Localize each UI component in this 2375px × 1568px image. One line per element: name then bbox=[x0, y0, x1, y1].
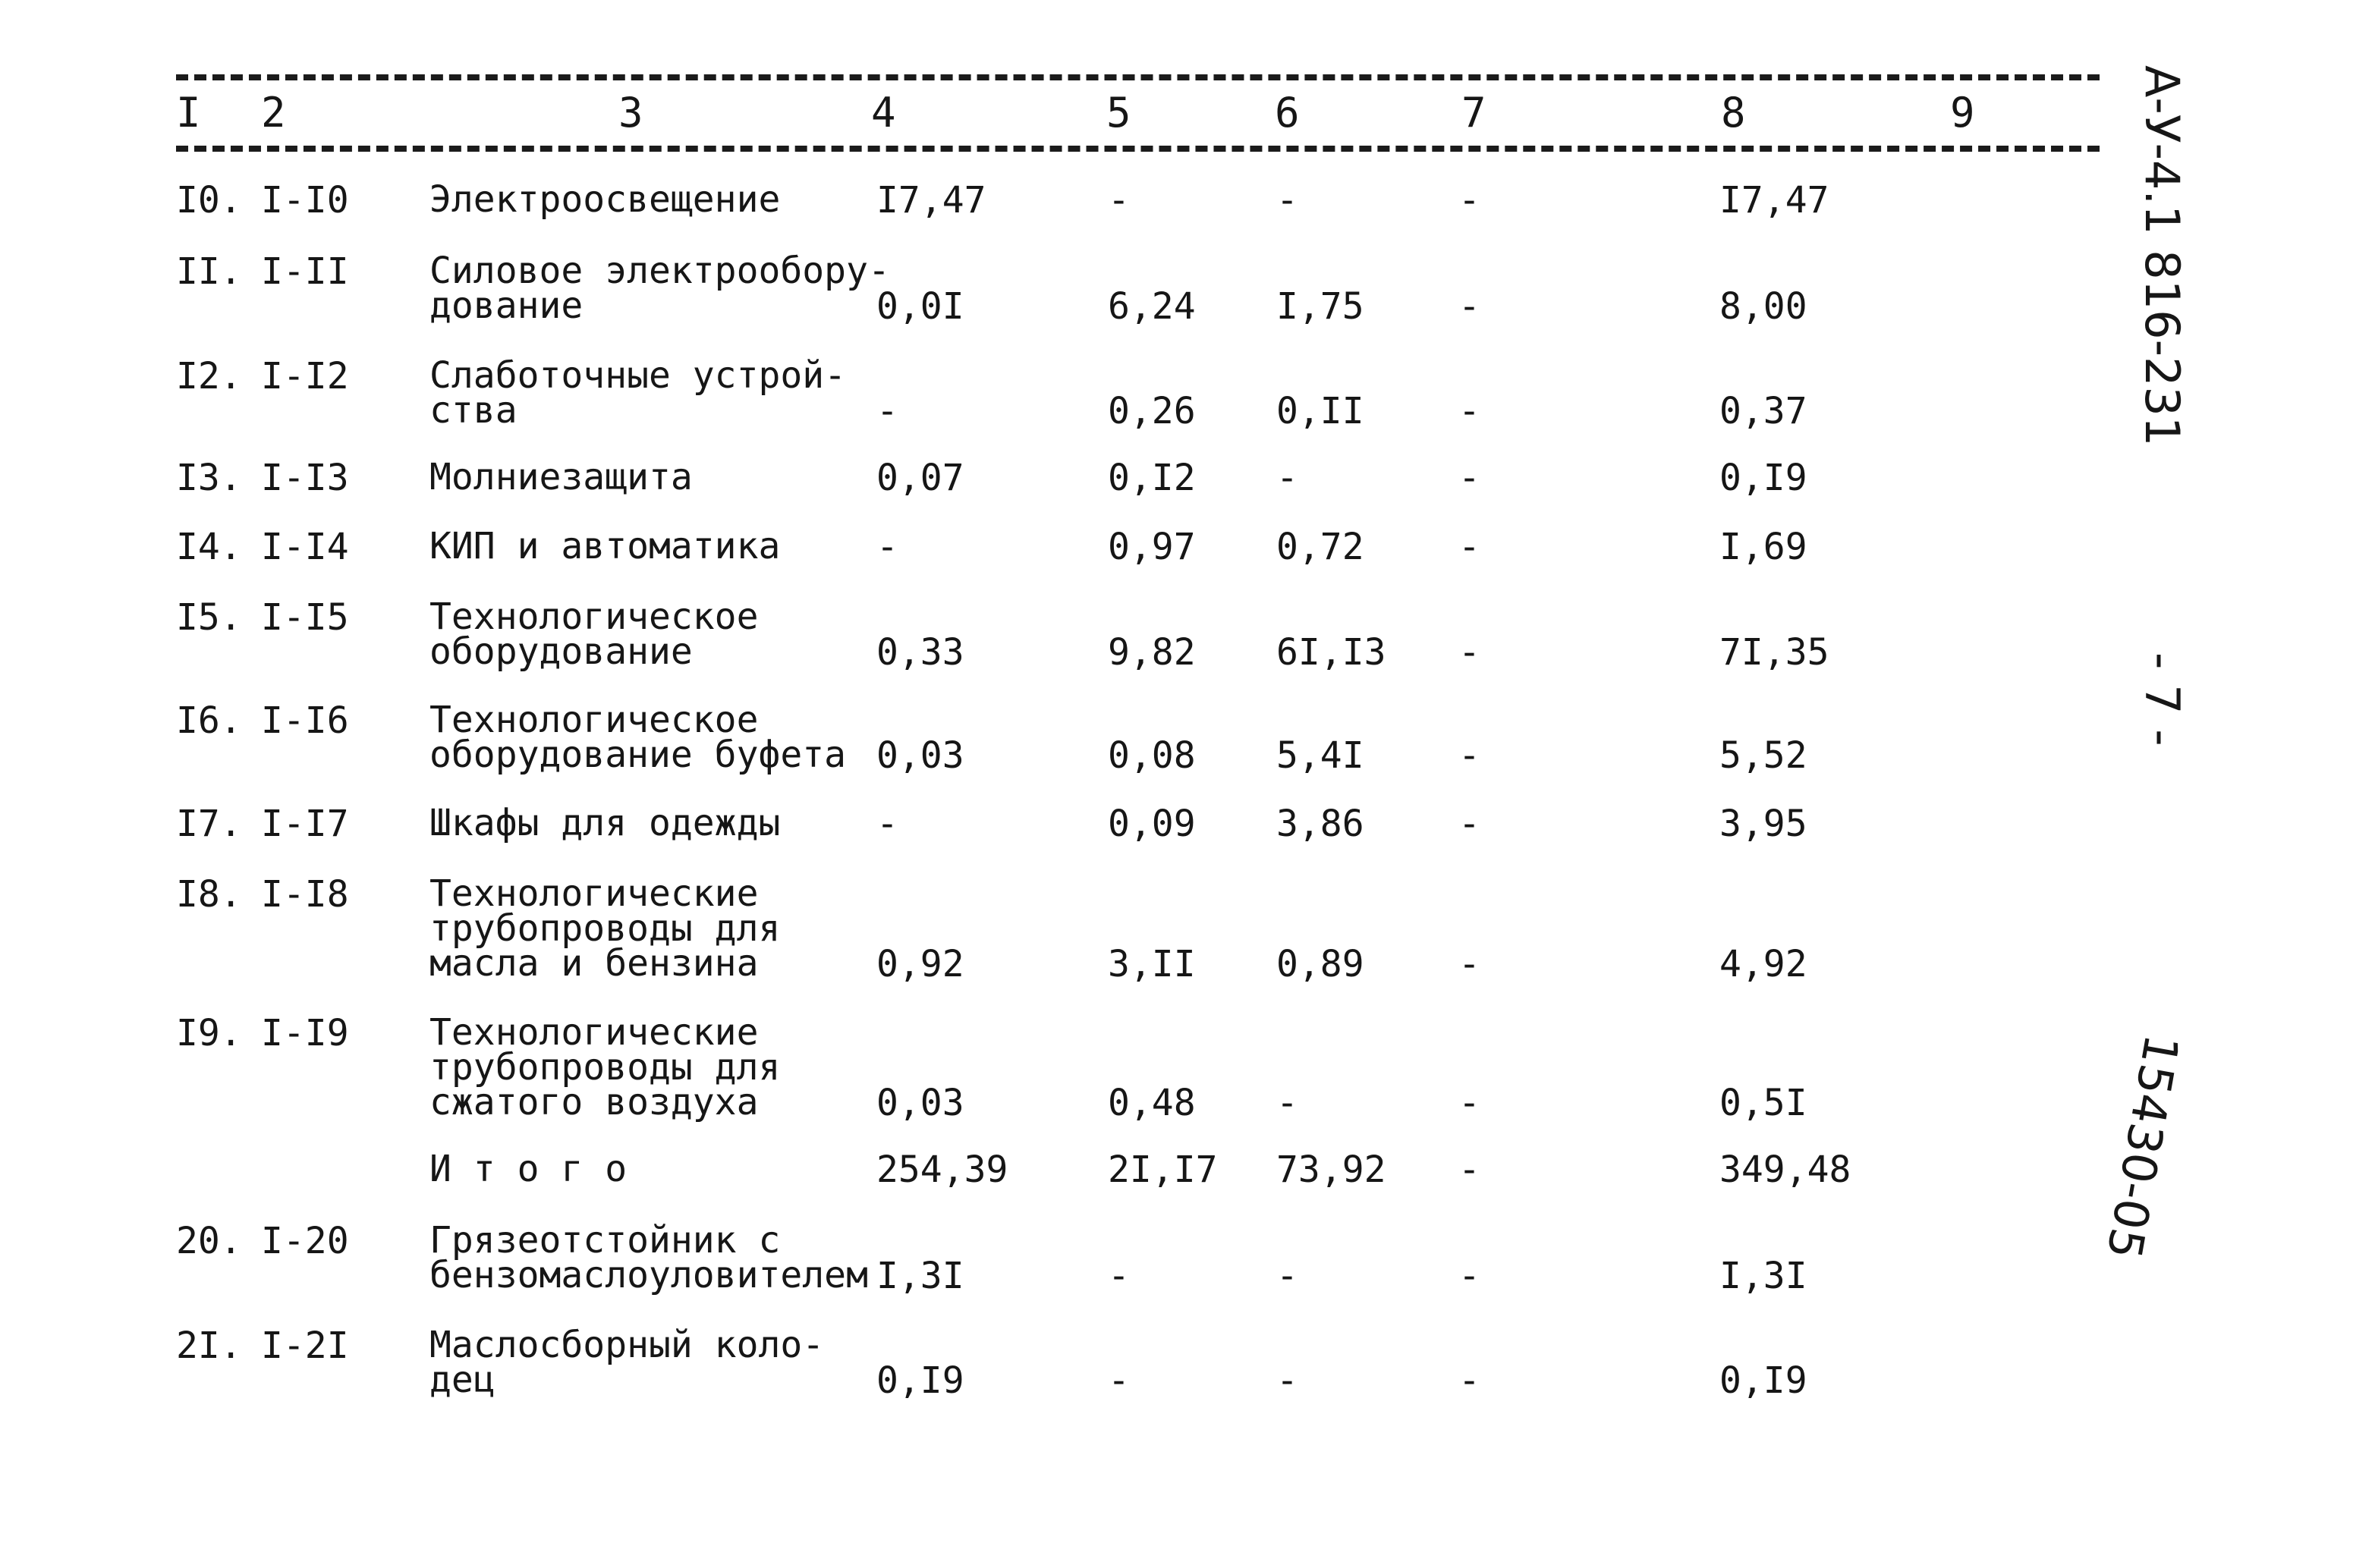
col4-value: - bbox=[876, 526, 898, 568]
page-number-mark: - 7 - bbox=[2134, 652, 2190, 746]
work-name-line: Слаботочные устрой- bbox=[429, 354, 847, 397]
col7-value: - bbox=[1458, 803, 1480, 845]
col8-value: 8,00 bbox=[1719, 285, 1807, 328]
col4-value: - bbox=[876, 390, 898, 432]
work-name-line: Грязеотстойник с bbox=[429, 1219, 781, 1262]
work-name-line: трубопроводы для bbox=[429, 907, 781, 950]
col5-value: 0,I2 bbox=[1108, 457, 1196, 499]
col6-value: 6I,I3 bbox=[1276, 631, 1386, 674]
col5-value: 0,97 bbox=[1108, 526, 1196, 568]
col6-value: I,75 bbox=[1276, 285, 1364, 328]
header-col-9: 9 bbox=[1950, 89, 1975, 137]
col6-value: - bbox=[1276, 1082, 1298, 1124]
col7-value: - bbox=[1458, 1359, 1480, 1402]
work-name-line: оборудование буфета bbox=[429, 734, 847, 776]
work-name-line: Технологические bbox=[429, 1011, 759, 1054]
col6-value: 0,72 bbox=[1276, 526, 1364, 568]
col5-value: 0,09 bbox=[1108, 803, 1196, 845]
col7-value: - bbox=[1458, 390, 1480, 432]
header-col-5: 5 bbox=[1106, 89, 1131, 137]
header-col-6: 6 bbox=[1275, 89, 1300, 137]
estimate-code: I-I9 bbox=[261, 1012, 349, 1054]
col5-value: 0,48 bbox=[1108, 1082, 1196, 1124]
work-name bbox=[429, 872, 781, 985]
col6-value: 3,86 bbox=[1276, 803, 1364, 845]
estimate-code: I-I5 bbox=[261, 596, 349, 639]
row-number: I7. bbox=[176, 803, 242, 845]
col8-value: 5,52 bbox=[1719, 734, 1807, 777]
col7-value: - bbox=[1458, 457, 1480, 499]
col7-value: - bbox=[1458, 1149, 1480, 1191]
work-name bbox=[429, 250, 890, 327]
col8-value: 349,48 bbox=[1719, 1149, 1851, 1191]
row-number: I9. bbox=[176, 1012, 242, 1054]
header-col-7: 7 bbox=[1461, 89, 1486, 137]
col7-value: - bbox=[1458, 285, 1480, 328]
work-name-line: Силовое электрообору- bbox=[429, 250, 890, 292]
col5-value: 0,26 bbox=[1108, 390, 1196, 432]
col4-value: 0,03 bbox=[876, 734, 964, 777]
estimate-code: I-I2 bbox=[261, 355, 349, 397]
work-name-line: масла и бензина bbox=[429, 942, 759, 985]
work-name-line: Шкафы для одежды bbox=[429, 802, 781, 844]
col6-value: - bbox=[1276, 457, 1298, 499]
row-number: II. bbox=[176, 250, 242, 293]
work-name-line: Молниезащита bbox=[429, 456, 693, 498]
work-name-line: бензомаслоуловителем bbox=[429, 1254, 868, 1296]
col4-value: I,3I bbox=[876, 1255, 964, 1297]
col5-value: 6,24 bbox=[1108, 285, 1196, 328]
col4-value: I7,47 bbox=[876, 179, 986, 222]
work-name bbox=[429, 1219, 868, 1296]
row-number: I2. bbox=[176, 355, 242, 397]
header-col-1: I bbox=[176, 89, 201, 137]
col4-value: 0,I9 bbox=[876, 1359, 964, 1402]
row-number: 20. bbox=[176, 1220, 242, 1262]
col4-value: 0,92 bbox=[876, 943, 964, 985]
row-number: I8. bbox=[176, 873, 242, 916]
col4-value: 0,0I bbox=[876, 285, 964, 328]
estimate-code: I-I4 bbox=[261, 526, 349, 568]
work-name bbox=[429, 1011, 781, 1123]
work-name-line: Технологическое bbox=[429, 595, 759, 638]
work-name-line: трубопроводы для bbox=[429, 1046, 781, 1089]
estimate-code: I-II bbox=[261, 250, 349, 293]
header-col-3: 3 bbox=[618, 89, 643, 137]
col7-value: - bbox=[1458, 1082, 1480, 1124]
col5-value: - bbox=[1108, 1359, 1130, 1402]
work-name-line: ства bbox=[429, 389, 517, 432]
col5-value: - bbox=[1108, 179, 1130, 222]
work-name bbox=[429, 354, 847, 432]
col6-value: 5,4I bbox=[1276, 734, 1364, 777]
archive-number: 15430-05 bbox=[2096, 1030, 2190, 1264]
col4-value: 254,39 bbox=[876, 1149, 1008, 1191]
col8-value: I7,47 bbox=[1719, 179, 1829, 222]
work-name bbox=[429, 595, 759, 673]
col6-value: - bbox=[1276, 1359, 1298, 1402]
col6-value: 0,89 bbox=[1276, 943, 1364, 985]
estimate-code: I-I8 bbox=[261, 873, 349, 916]
col8-value: I,3I bbox=[1719, 1255, 1807, 1297]
row-number: I3. bbox=[176, 457, 242, 499]
col5-value: 0,08 bbox=[1108, 734, 1196, 777]
work-name bbox=[429, 178, 781, 221]
work-name-line: Технологическое bbox=[429, 699, 759, 741]
work-name-line: И т о г о bbox=[429, 1148, 628, 1190]
work-name-line: оборудование bbox=[429, 630, 693, 673]
col6-value: 73,92 bbox=[1276, 1149, 1386, 1191]
col5-value: 2I,I7 bbox=[1108, 1149, 1218, 1191]
work-name bbox=[429, 1324, 825, 1401]
col8-value: 0,37 bbox=[1719, 390, 1807, 432]
col8-value: I,69 bbox=[1719, 526, 1807, 568]
col5-value: - bbox=[1108, 1255, 1130, 1297]
header-top-rule bbox=[176, 74, 2100, 80]
col7-value: - bbox=[1458, 734, 1480, 777]
row-number: I5. bbox=[176, 596, 242, 639]
col7-value: - bbox=[1458, 943, 1480, 985]
col4-value: 0,03 bbox=[876, 1082, 964, 1124]
work-name-line: дование bbox=[429, 284, 584, 327]
col7-value: - bbox=[1458, 631, 1480, 674]
header-col-8: 8 bbox=[1721, 89, 1746, 137]
estimate-code: I-20 bbox=[261, 1220, 349, 1262]
header-bottom-rule bbox=[176, 146, 2100, 152]
work-name-line: Технологические bbox=[429, 872, 759, 915]
header-col-2: 2 bbox=[261, 89, 286, 137]
col6-value: - bbox=[1276, 1255, 1298, 1297]
col6-value: 0,II bbox=[1276, 390, 1364, 432]
row-number: I0. bbox=[176, 179, 242, 222]
document-code: А-У-4.1 816-231 bbox=[2134, 65, 2190, 447]
row-number: 2I. bbox=[176, 1324, 242, 1367]
work-name-line: Электроосвещение bbox=[429, 178, 781, 221]
col7-value: - bbox=[1458, 526, 1480, 568]
col7-value: - bbox=[1458, 1255, 1480, 1297]
work-name-line: Маслосборный коло- bbox=[429, 1324, 825, 1366]
work-name bbox=[429, 802, 781, 844]
estimate-code: I-I0 bbox=[261, 179, 349, 222]
col8-value: 0,I9 bbox=[1719, 457, 1807, 499]
col8-value: 0,5I bbox=[1719, 1082, 1807, 1124]
work-name-line: КИП и автоматика bbox=[429, 525, 781, 567]
col8-value: 7I,35 bbox=[1719, 631, 1829, 674]
work-name bbox=[429, 456, 693, 498]
work-name bbox=[429, 525, 781, 567]
estimate-code: I-2I bbox=[261, 1324, 349, 1367]
work-name-line: дец bbox=[429, 1359, 495, 1401]
col6-value: - bbox=[1276, 179, 1298, 222]
row-number: I4. bbox=[176, 526, 242, 568]
work-name bbox=[429, 1148, 628, 1190]
col4-value: 0,07 bbox=[876, 457, 964, 499]
col5-value: 3,II bbox=[1108, 943, 1196, 985]
col7-value: - bbox=[1458, 179, 1480, 222]
col8-value: 3,95 bbox=[1719, 803, 1807, 845]
work-name bbox=[429, 699, 847, 776]
row-number: I6. bbox=[176, 699, 242, 742]
col8-value: 4,92 bbox=[1719, 943, 1807, 985]
col4-value: - bbox=[876, 803, 898, 845]
estimate-code: I-I7 bbox=[261, 803, 349, 845]
col5-value: 9,82 bbox=[1108, 631, 1196, 674]
header-col-4: 4 bbox=[871, 89, 896, 137]
col4-value: 0,33 bbox=[876, 631, 964, 674]
estimate-code: I-I3 bbox=[261, 457, 349, 499]
estimate-code: I-I6 bbox=[261, 699, 349, 742]
work-name-line: сжатого воздуха bbox=[429, 1081, 759, 1123]
col8-value: 0,I9 bbox=[1719, 1359, 1807, 1402]
